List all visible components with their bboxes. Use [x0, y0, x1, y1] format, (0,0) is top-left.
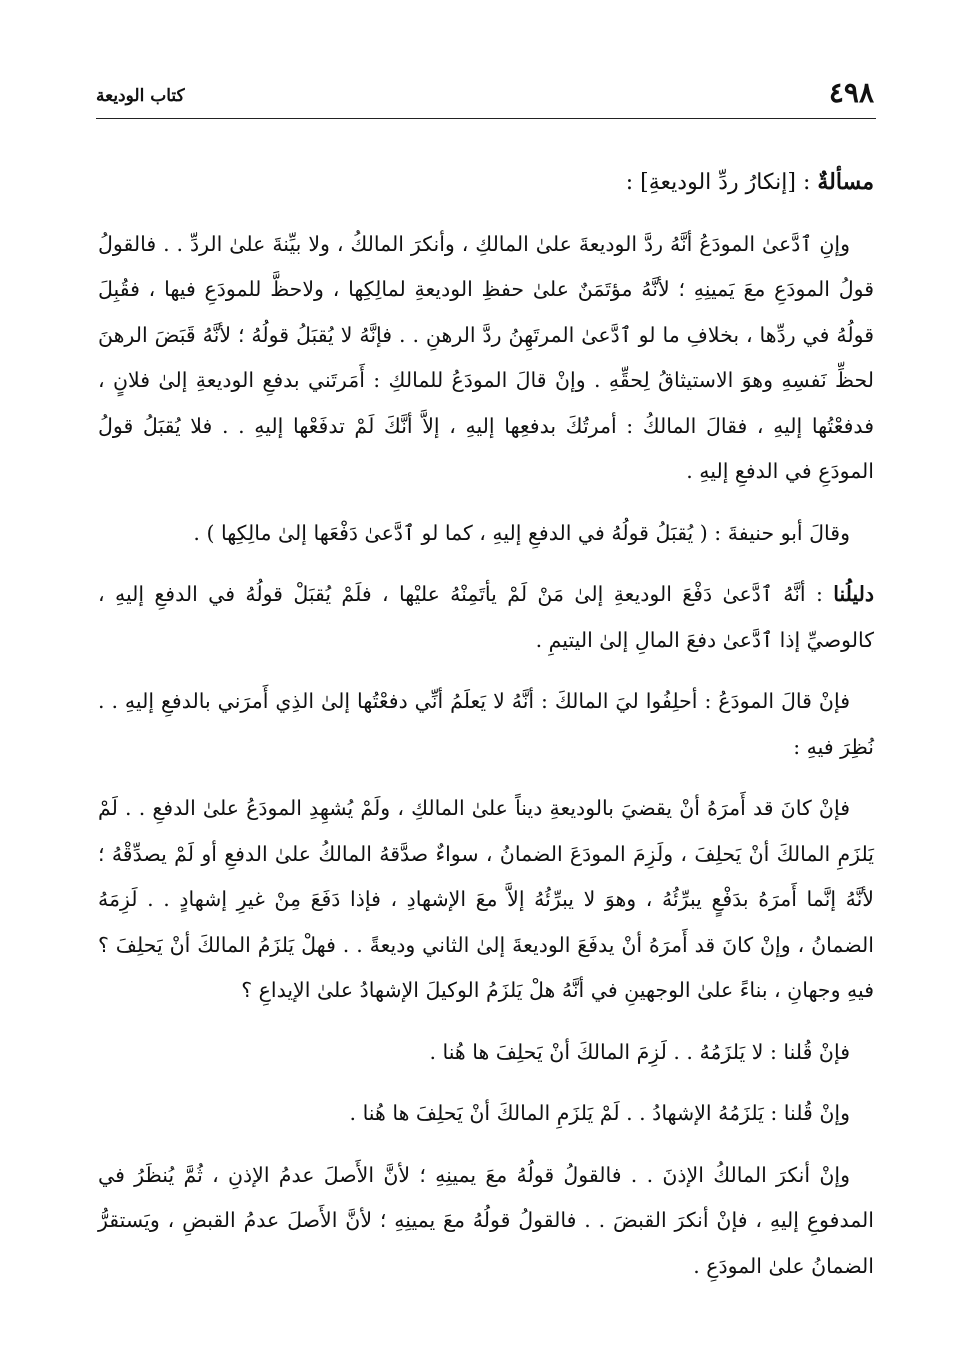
running-title: كتاب الوديعة [96, 86, 185, 106]
heading-title: : [إنكارُ ردِّ الوديعةِ] : [625, 170, 811, 195]
page-number: ٤٩٨ [828, 76, 874, 109]
page-body [98, 160, 874, 1289]
paragraph-7: وإنْ قُلنا : يَلزَمُهُ الإشهادُ . . لَمْ يَلزَمِ المالكَ أنْ يَحلِفَ ها هُنا . [349, 1101, 850, 1125]
paragraph-2: وقالَ أبو حنيفةَ : ( يُقبَلُ قولُهُ في الدفعِ إليهِ ، كما لو ٱدَّعىٰ دَفْعَها إلىٰ مالِكِها ) . [193, 520, 850, 545]
paragraph-3-label: دليلُنا [833, 582, 874, 606]
section-heading [98, 160, 874, 206]
paragraph-1: وإنِ ٱدَّعىٰ المودَعُ أنَّهُ ردَّ الوديعةَ علىٰ المالكِ ، وأنكرَ المالكُ ، ولا بيِّنةَ علىٰ الردِّ . . فالقولُ قولُ المودَعِ معَ يَمينِهِ ؛ لأنَّهُ مؤتَمَنٌ علىٰ حفظِ الوديعةِ لمالِكِها ، ولاحظَّ للمودَعِ فيها ، فقُبِلَ قولُهُ في ردِّها ، بخلافِ ما لو ٱدَّعىٰ المرتَهِنُ ردَّ الرهنِ . . فإنَّهُ لا يُقبَلُ قولُهُ ؛ لأنَّهُ قَبَضَ الرهنَ لحظِّ نَفسِهِ وهوَ الاستيثاقُ لِحقِّهِ . وإنْ قالَ المودَعُ للمالكِ : أَمَرتَني بدفعِ الوديعةِ إلىٰ فلانٍ ، فدفعْتُها إليهِ ، فقالَ المالكُ : أمرتُكَ بدفعِها إليهِ ، إلاَّ أنَّكَ لَمْ تدفَعْها إليهِ . . فلا يُقبَلُ قولُ المودَعِ في الدفعِ إليهِ . [98, 231, 874, 483]
paragraph-8: وإنْ أنكرَ المالكُ الإذنَ . . فالقولُ قولُهُ معَ يمينِهِ ؛ لأنَّ الأَصلَ عدمُ الإذنِ ، ثُمَّ يُنظَرُ في المدفوعِ إليهِ ، فإنْ أنكرَ القبضَ . . فالقولُ قولُهُ معَ يمينِهِ ؛ لأنَّ الأَصلَ عدمُ القبضِ ، ويَستقرُّ الضمانُ علىٰ المودَعِ . [98, 1162, 874, 1278]
paragraph-5: فإنْ كانَ قد أَمرَهُ أنْ يقضيَ بالوديعةِ ديناً علىٰ المالكِ ، ولَمْ يُشهِدِ المودَعُ علىٰ الدفعِ . . لَمْ يَلزَمِ المالكَ أنْ يَحلِفَ ، ولَزِمَ المودَعَ الضمانُ ، سواءٌ صدَّقهُ المالكُ علىٰ الدفعِ أو لَمْ يصدِّقْهُ ؛ لأنَّهُ إنَّما أَمرَهُ بدَفْعٍ يبرِّئُهُ ، وهوَ لا يبرِّئُهُ إلاَّ معَ الإشهادِ ، فإذا دَفَعَ مِنْ غيرِ إشهادٍ . . لَزِمَهُ الضمانُ ، وإنْ كانَ قد أَمرَهُ أنْ يدفَعَ الوديعةَ إلىٰ الثاني وديعةً . . فهلْ يَلزَمُ المالكَ أنْ يَحلِفَ ؟ فيهِ وجهانِ ، بناءً علىٰ الوجهينِ في أنَّهُ هلْ يَلزَمُ الوكيلَ الإشهادُ علىٰ الإيداعِ ؟ [98, 796, 874, 1002]
page-header [96, 76, 874, 120]
paragraph-6: فإنْ قُلنا : لا يَلزَمُهُ . . لَزِمَ المالكَ أنْ يَحلِفَ ها هُنا . [429, 1039, 850, 1064]
paragraph-3-text: : أنَّهُ ٱدَّعىٰ دَفْعَ الوديعةِ إلىٰ مَنْ لَمْ يأتَمِنْهُ عليْها ، فلَمْ يُقبَلْ قولُهُ في الدفعِ إليهِ ، كالوصيِّ إذا ٱدَّعىٰ دفعَ المالِ إلىٰ اليتيمِ . [98, 582, 874, 652]
paragraph-4: فإنْ قالَ المودَعُ : أحلِفُوا ليَ المالكَ : أنَّهُ لا يَعلَمُ أنِّي دفعْتُها إلىٰ الذِي أَمرَني بالدفعِ إليهِ . . نُظِرَ فيهِ : [98, 689, 874, 759]
header-rule [96, 118, 876, 119]
heading-label: مسألةٌ [817, 169, 874, 195]
paragraph-3 [98, 572, 874, 663]
